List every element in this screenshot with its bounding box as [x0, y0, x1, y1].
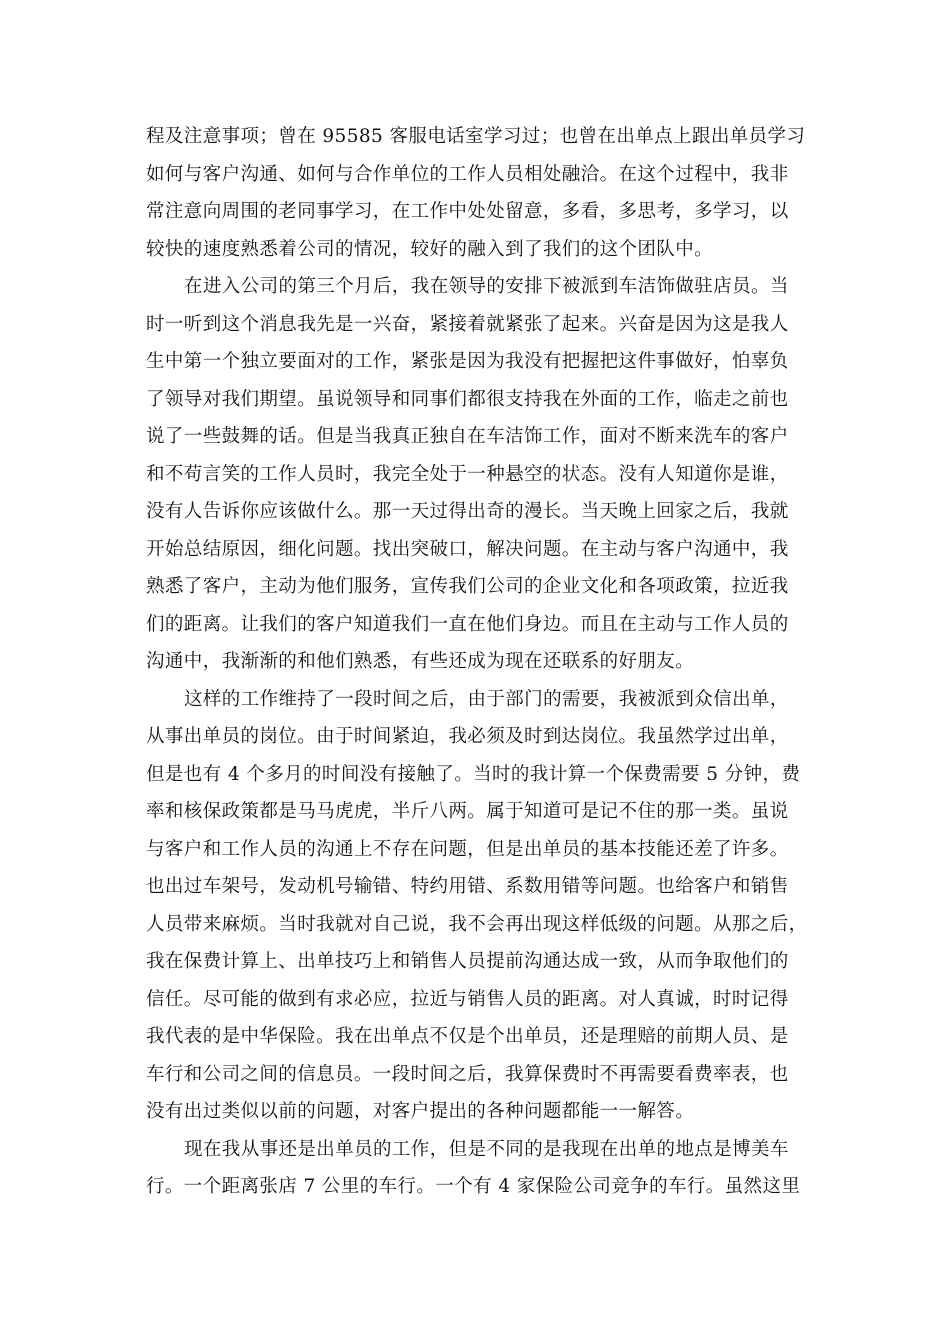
text-line: 我在保费计算上、出单技巧上和销售人员提前沟通达成一致，从而争取他们的: [146, 951, 789, 972]
text-line: 人员带来麻烦。当时我就对自己说，我不会再出现这样低级的问题。从那之后，: [146, 913, 808, 935]
text-line: 行。一个距离张店 7 公里的车行。一个有 4 家保险公司竞争的车行。虽然这里: [146, 1176, 801, 1197]
text-line: 但是也有 4 个多月的时间没有接触了。当时的我计算一个保费需要 5 分钟，费: [146, 763, 801, 785]
text-line: 车行和公司之间的信息员。一段时间之后，我算保费时不再需要看费率表，也: [146, 1063, 789, 1085]
text-line: 生中第一个独立要面对的工作，紧张是因为我没有把握把这件事做好，怕辜负: [146, 351, 789, 372]
text-line: 这样的工作维持了一段时间之后，由于部门的需要，我被派到众信出单，: [184, 688, 789, 710]
paragraph: [146, 1131, 800, 1206]
text-line: 现在我从事还是出单员的工作，但是不同的是我现在出单的地点是博美车: [184, 1138, 789, 1160]
text-line: 们的距离。让我们的客户知道我们一直在他们身边。而且在主动与工作人员的: [146, 613, 789, 635]
text-line: 和不苟言笑的工作人员时，我完全处于一种悬空的状态。没有人知道你是谁，: [146, 463, 789, 485]
paragraph: [146, 681, 808, 1131]
text-line: 没有人告诉你应该做什么。那一天过得出奇的漫长。当天晚上回家之后，我就: [146, 501, 789, 522]
text-line: 程及注意事项；曾在 95585 客服电话室学习过；也曾在出单点上跟出单员学习: [146, 126, 806, 147]
text-line: 沟通中，我渐渐的和他们熟悉，有些还成为现在还联系的好朋友。: [146, 651, 695, 672]
text-line: 信任。尽可能的做到有求必应，拉近与销售人员的距离。对人真诚，时时记得: [146, 988, 789, 1010]
text-line: 开始总结原因，细化问题。找出突破口，解决问题。在主动与客户沟通中，我: [146, 538, 789, 560]
text-line: 较快的速度熟悉着公司的情况，较好的融入到了我们的这个团队中。: [146, 238, 714, 260]
text-line: 说了一些鼓舞的话。但是当我真正独自在车洁饰工作，面对不断来洗车的客户: [146, 426, 789, 447]
text-line: 也出过车架号，发动机号输错、特约用错、系数用错等问题。也给客户和销售: [146, 876, 789, 897]
text-line: 我代表的是中华保险。我在出单点不仅是个出单员，还是理赔的前期人员、是: [146, 1026, 789, 1047]
text-line: 在进入公司的第三个月后，我在领导的安排下被派到车洁饰做驻店员。当: [184, 276, 789, 297]
text-line: 从事出单员的岗位。由于时间紧迫，我必须及时到达岗位。我虽然学过出单，: [146, 726, 789, 747]
text-line: 如何与客户沟通、如何与合作单位的工作人员相处融洽。在这个过程中，我非: [146, 163, 789, 185]
text-line: 与客户和工作人员的沟通上不存在问题，但是出单员的基本技能还差了许多。: [146, 838, 789, 860]
text-line: 没有出过类似以前的问题，对客户提出的各种问题都能一一解答。: [146, 1101, 695, 1122]
text-line: 时一听到这个消息我先是一兴奋，紧接着就紧张了起来。兴奋是因为这是我人: [146, 313, 789, 335]
paragraph: [146, 118, 806, 268]
text-line: 率和核保政策都是马马虎虎，半斤八两。属于知道可是记不住的那一类。虽说: [146, 801, 789, 822]
text-line: 常注意向周围的老同事学习，在工作中处处留意，多看，多思考，多学习，以: [146, 201, 789, 222]
text-line: 了领导对我们期望。虽说领导和同事们都很支持我在外面的工作，临走之前也: [146, 388, 789, 410]
text-line: 熟悉了客户，主动为他们服务，宣传我们公司的企业文化和各项政策，拉近我: [146, 576, 789, 597]
document-body: [146, 118, 808, 1206]
paragraph: [146, 268, 800, 681]
